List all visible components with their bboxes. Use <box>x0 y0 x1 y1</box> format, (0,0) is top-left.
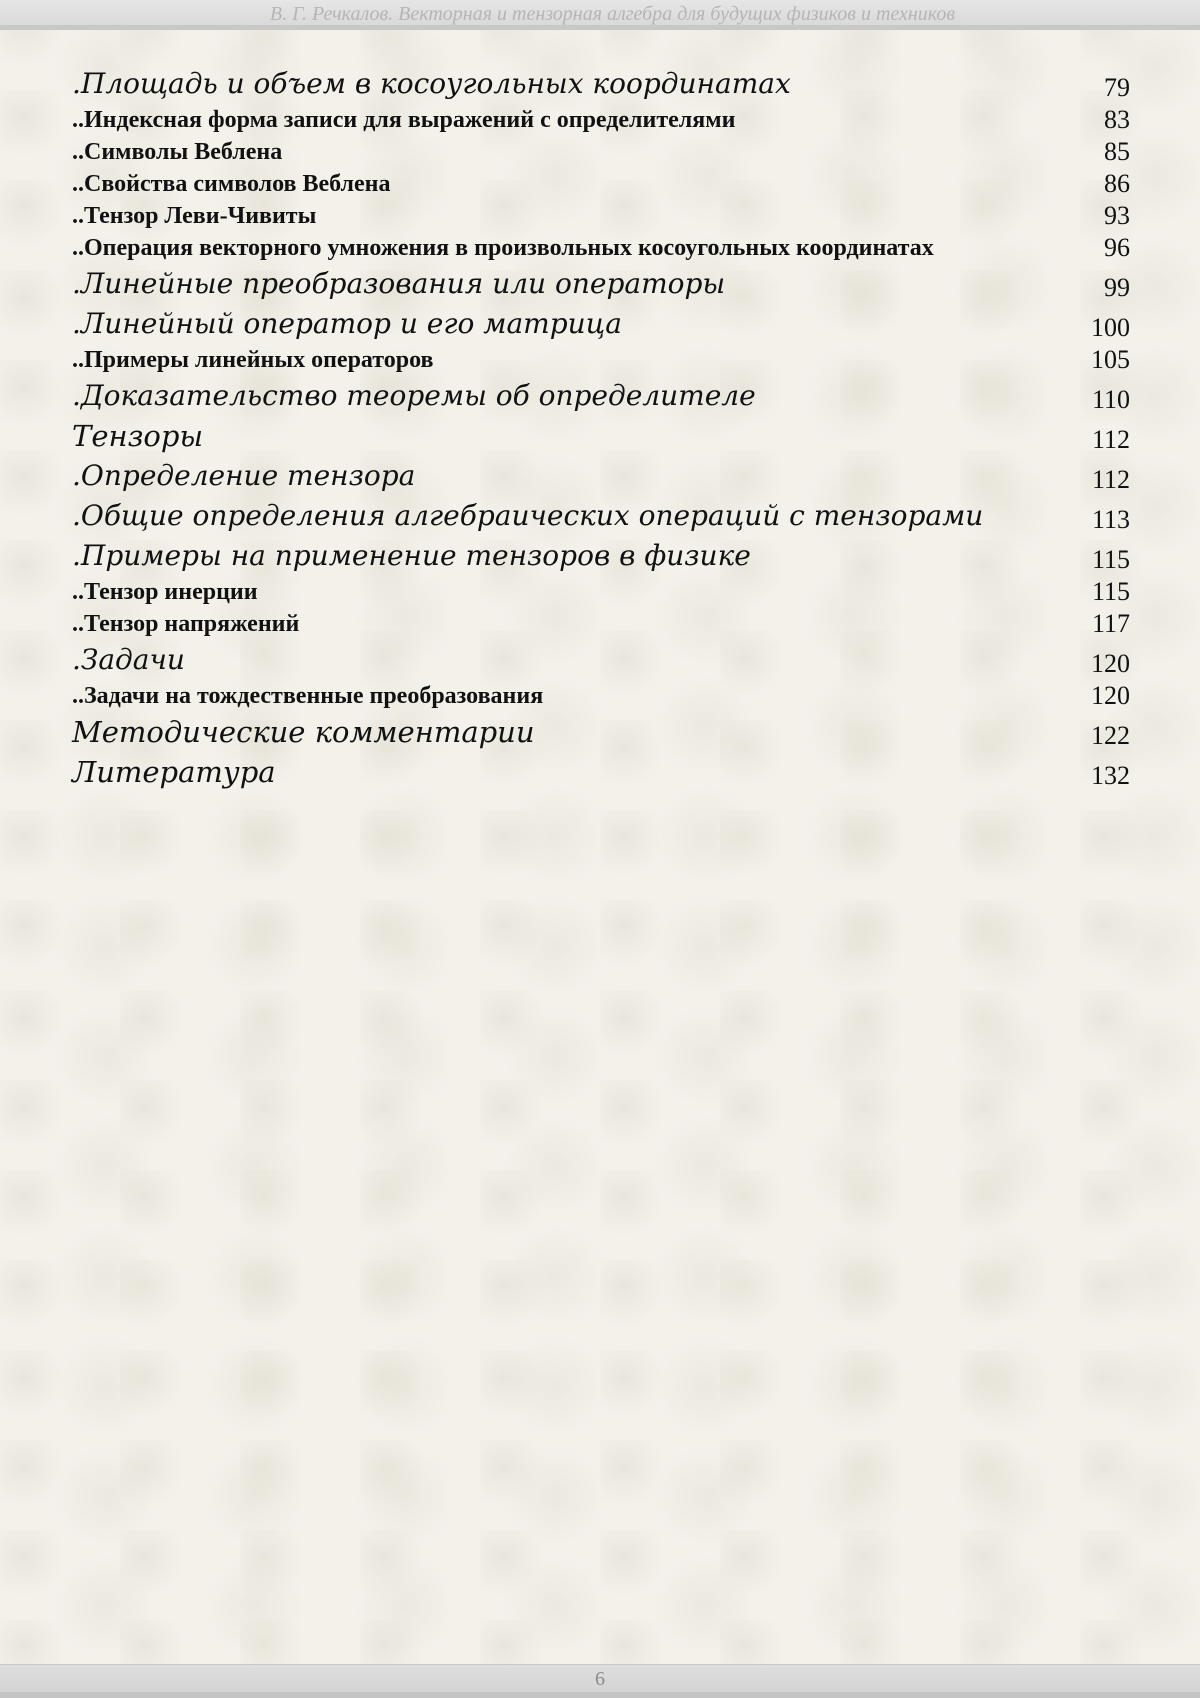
toc-entry-page: 112 <box>1091 465 1130 494</box>
toc-entry-title: ..Операция векторного умножения в произвольных косоугольных координатах <box>72 235 934 261</box>
toc-entry[interactable] <box>72 456 1130 496</box>
toc-entry-page: 122 <box>1091 721 1130 750</box>
toc-entry-title: ..Тензор напряжений <box>72 611 300 637</box>
toc-entry[interactable] <box>72 64 1130 104</box>
toc-entry-title: Методические комментарии <box>72 715 535 749</box>
toc-entry-title: ..Примеры линейных операторов <box>72 347 434 373</box>
toc-entry-page: 132 <box>1091 761 1130 790</box>
toc-entry-page: 113 <box>1091 505 1130 534</box>
running-header-title: В. Г. Речкалов. Векторная и тензорная алгебра для будущих физиков и техников <box>269 3 956 25</box>
toc-entry-title: ..Тензор Леви-Чивиты <box>72 203 317 229</box>
toc-entry-title: .Определение тензора <box>72 459 416 492</box>
toc-entry[interactable] <box>72 104 1130 136</box>
toc-entry-title: ..Тензор инерции <box>72 579 258 605</box>
toc-entry[interactable] <box>72 496 1130 536</box>
toc-entry[interactable] <box>72 608 1130 640</box>
toc-entry-title: Литература <box>72 755 276 789</box>
page-footer <box>0 1664 1200 1698</box>
toc-entry-page: 115 <box>1091 577 1130 606</box>
toc-entry[interactable] <box>72 376 1130 416</box>
toc-entry[interactable] <box>72 752 1130 792</box>
toc-entry[interactable] <box>72 200 1130 232</box>
toc-entry-page: 120 <box>1091 649 1130 678</box>
toc-entry[interactable] <box>72 344 1130 376</box>
toc-entry-page: 110 <box>1091 385 1130 414</box>
toc-entry-page: 93 <box>1104 201 1130 230</box>
toc-entry-title: .Доказательство теоремы об определителе <box>72 379 756 412</box>
toc-entry-title: ..Свойства символов Веблена <box>72 171 391 197</box>
running-header <box>0 0 1200 30</box>
toc-entry-page: 99 <box>1104 273 1130 302</box>
toc-entry[interactable] <box>72 304 1130 344</box>
toc-entry[interactable] <box>72 712 1130 752</box>
toc-entry[interactable] <box>72 640 1130 680</box>
toc-entry-title: Тензоры <box>72 419 204 453</box>
toc-entry-page: 86 <box>1104 169 1130 198</box>
toc-entry-title: .Линейные преобразования или операторы <box>72 267 726 300</box>
toc-entry[interactable] <box>72 168 1130 200</box>
toc-entry-page: 115 <box>1091 545 1130 574</box>
toc-entry-title: .Задачи <box>72 643 185 676</box>
toc-entry-page: 117 <box>1091 609 1130 638</box>
toc-entry[interactable] <box>72 232 1130 264</box>
toc-entry-page: 120 <box>1091 681 1130 710</box>
toc-entry-title: .Площадь и объем в косоугольных координатах <box>72 67 791 100</box>
toc-entry-page: 79 <box>1104 73 1130 102</box>
toc-entry-page: 112 <box>1091 425 1130 454</box>
toc-entry-title: ..Индексная форма записи для выражений с определителями <box>72 107 736 133</box>
toc-entry[interactable] <box>72 536 1130 576</box>
table-of-contents <box>72 64 1130 792</box>
page-number: 6 <box>595 1668 605 1690</box>
toc-entry[interactable] <box>72 264 1130 304</box>
toc-entry-title: .Линейный оператор и его матрица <box>72 307 622 340</box>
toc-entry-page: 85 <box>1104 137 1130 166</box>
toc-entry-page: 96 <box>1104 233 1130 262</box>
toc-entry-title: ..Символы Веблена <box>72 139 283 165</box>
toc-entry[interactable] <box>72 416 1130 456</box>
toc-entry-page: 105 <box>1091 345 1130 374</box>
toc-entry-title: .Общие определения алгебраических операций с тензорами <box>72 499 984 532</box>
toc-entry-title: ..Задачи на тождественные преобразования <box>72 683 544 709</box>
toc-entry[interactable] <box>72 680 1130 712</box>
toc-entry-title: .Примеры на применение тензоров в физике <box>72 539 751 572</box>
toc-entry[interactable] <box>72 136 1130 168</box>
toc-entry-page: 83 <box>1104 105 1130 134</box>
toc-entry-page: 100 <box>1091 313 1130 342</box>
toc-entry[interactable] <box>72 576 1130 608</box>
